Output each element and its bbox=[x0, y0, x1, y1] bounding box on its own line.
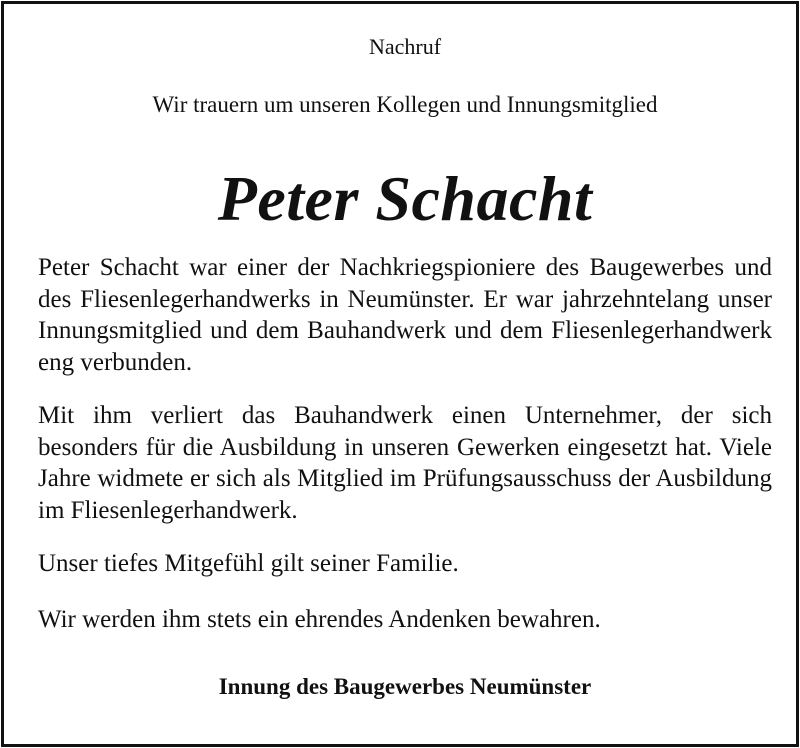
obituary-paragraph: Wir werden ihm stets ein ehrendes Andenken bewahren. bbox=[38, 606, 601, 633]
obituary-title: Nachruf bbox=[368, 34, 442, 59]
obituary-paragraph: Mit ihm verliert das Bauhandwerk einen Unternehmer, der sich besonders für die Ausbildung in unseren Gewerken eingesetzt hat. Viele Jahre widmete er sich als Mitglied im Prüfungsausschuss der Ausbildung im Fliesenlegerhandwerk. bbox=[38, 402, 772, 524]
obituary-intro: Wir trauern um unseren Kollegen und Innungsmitglied bbox=[152, 92, 658, 117]
obituary-paragraph: Unser tiefes Mitgefühl gilt seiner Familie. bbox=[38, 550, 459, 577]
obituary-frame bbox=[1, 1, 799, 747]
deceased-name: Peter Schacht bbox=[217, 163, 593, 234]
obituary-paragraph: Peter Schacht war einer der Nachkriegspioniere des Baugewerbes und des Fliesenlegerhandwerks in Neumünster. Er war jahrzehntelang unser Innungsmitglied und dem Bauhandwerk und dem Fliesenlegerhandwerk eng verbunden. bbox=[38, 254, 772, 376]
obituary-signature: Innung des Baugewerbes Neumünster bbox=[218, 674, 592, 699]
